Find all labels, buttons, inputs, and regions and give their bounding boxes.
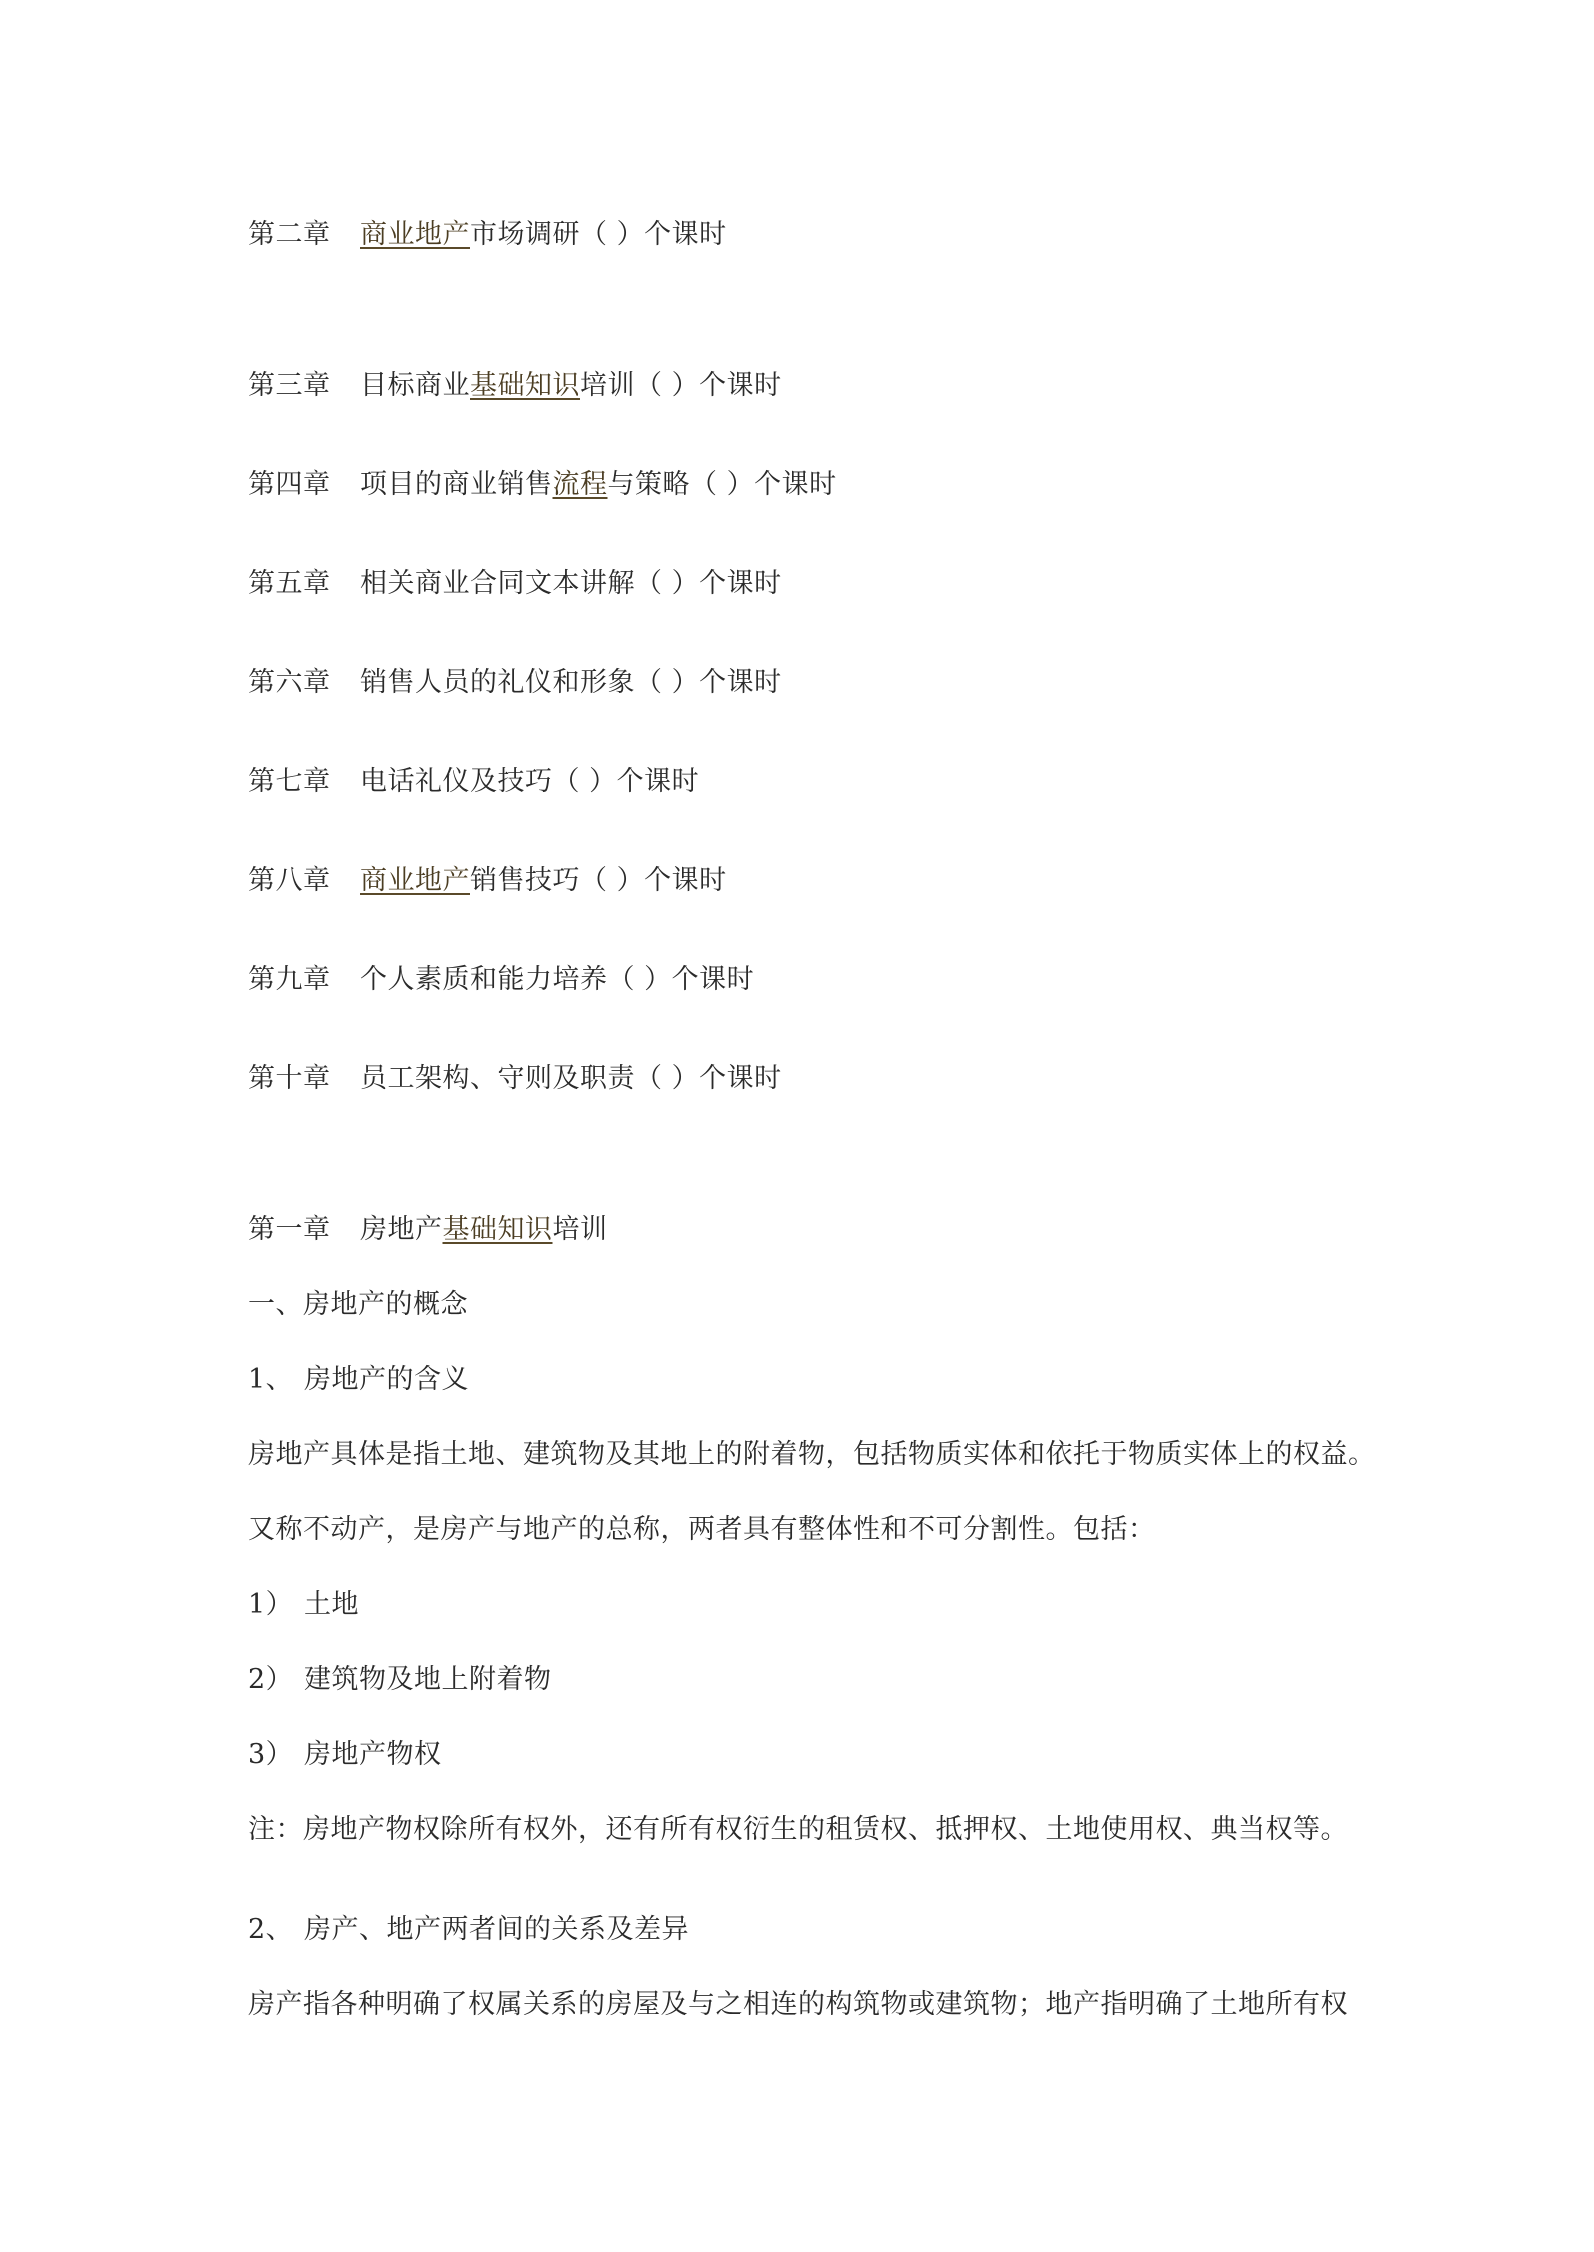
list-item-number: 3） <box>248 1739 294 1770</box>
toc-text-before: 项目的商业销售 <box>360 469 553 500</box>
toc-line-chapter-4 <box>248 468 837 502</box>
toc-link[interactable]: 流程 <box>552 469 608 500</box>
list-item-number: 1） <box>248 1589 294 1620</box>
toc-text: 电话礼仪及技巧（ ）个课时 <box>360 766 700 797</box>
subsection-number: 2、 <box>248 1914 294 1945</box>
toc-line-chapter-7 <box>248 765 699 799</box>
toc-text: 销售人员的礼仪和形象（ ）个课时 <box>360 667 782 698</box>
toc-chapter-number: 第十章 <box>248 1063 331 1094</box>
toc-link[interactable]: 商业地产 <box>360 219 470 250</box>
toc-line-chapter-5 <box>248 567 782 601</box>
note-paragraph: 注：房地产物权除所有权外，还有所有权衍生的租赁权、抵押权、土地使用权、典当权等。 <box>248 1814 1348 1845</box>
toc-line-chapter-9 <box>248 963 754 997</box>
toc-text-after: 销售技巧（ ）个课时 <box>470 865 727 896</box>
toc-text: 相关商业合同文本讲解（ ）个课时 <box>360 568 782 599</box>
section-title: 一、房地产的概念 <box>248 1289 468 1320</box>
list-item-number: 2） <box>248 1664 294 1695</box>
paragraph-2: 又称不动产，是房产与地产的总称，两者具有整体性和不可分割性。包括： <box>248 1514 1156 1545</box>
toc-chapter-number: 第九章 <box>248 964 331 995</box>
subsection-1 <box>248 1363 469 1397</box>
list-item-text: 房地产物权 <box>304 1739 442 1770</box>
paragraph-3: 房产指各种明确了权属关系的房屋及与之相连的构筑物或建筑物；地产指明确了土地所有权 <box>248 1989 1348 2020</box>
chapter-link[interactable]: 基础知识 <box>442 1214 553 1245</box>
toc-text: 个人素质和能力培养（ ）个课时 <box>360 964 755 995</box>
toc-line-chapter-2 <box>248 218 727 252</box>
toc-line-chapter-10 <box>248 1062 782 1096</box>
toc-link[interactable]: 商业地产 <box>360 865 470 896</box>
toc-chapter-number: 第四章 <box>248 469 331 500</box>
toc-chapter-number: 第八章 <box>248 865 331 896</box>
list-item-text: 建筑物及地上附着物 <box>304 1664 552 1695</box>
subsection-number: 1、 <box>248 1364 294 1395</box>
toc-text-after: 与策略（ ）个课时 <box>607 469 837 500</box>
subsection-2 <box>248 1913 689 1947</box>
toc-line-chapter-6 <box>248 666 782 700</box>
toc-text-before: 目标商业 <box>360 370 470 401</box>
chapter-1-heading <box>248 1213 608 1247</box>
toc-text: 员工架构、守则及职责（ ）个课时 <box>360 1063 782 1094</box>
subsection-text: 房产、地产两者间的关系及差异 <box>304 1914 689 1945</box>
toc-chapter-number: 第三章 <box>248 370 331 401</box>
chapter-number: 第一章 <box>248 1214 331 1245</box>
list-item-text: 土地 <box>304 1589 359 1620</box>
list-item-2 <box>248 1663 552 1697</box>
list-item-3 <box>248 1738 442 1772</box>
list-item-1 <box>248 1588 359 1622</box>
toc-chapter-number: 第二章 <box>248 219 331 250</box>
toc-line-chapter-8 <box>248 864 727 898</box>
chapter-text-after: 培训 <box>552 1214 608 1245</box>
chapter-text-before: 房地产 <box>360 1214 443 1245</box>
subsection-text: 房地产的含义 <box>304 1364 469 1395</box>
toc-link[interactable]: 基础知识 <box>470 370 580 401</box>
toc-text-after: 培训（ ）个课时 <box>580 370 782 401</box>
toc-text-after: 市场调研（ ）个课时 <box>470 219 727 250</box>
toc-chapter-number: 第六章 <box>248 667 331 698</box>
toc-chapter-number: 第七章 <box>248 766 331 797</box>
paragraph-1: 房地产具体是指土地、建筑物及其地上的附着物，包括物质实体和依托于物质实体上的权益。 <box>248 1439 1376 1470</box>
toc-chapter-number: 第五章 <box>248 568 331 599</box>
toc-line-chapter-3 <box>248 369 782 403</box>
